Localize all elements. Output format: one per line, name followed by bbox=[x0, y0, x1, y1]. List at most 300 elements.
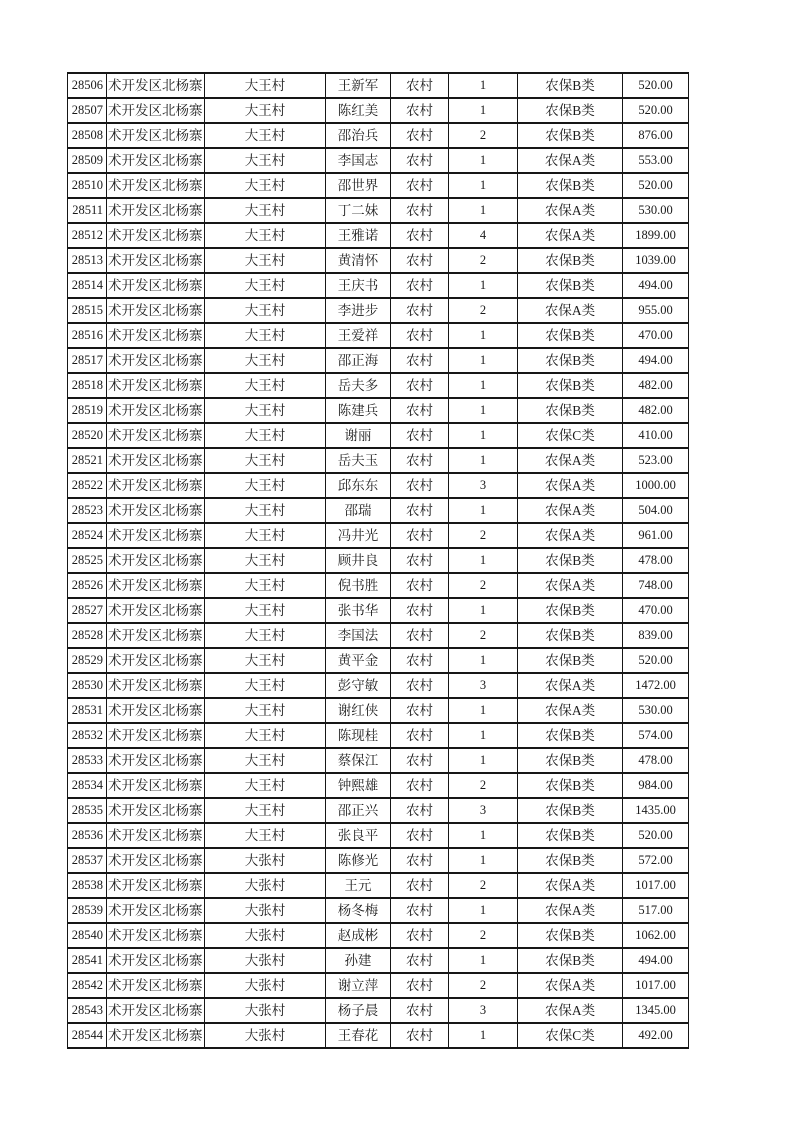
cell-insurance-category: 农保A类 bbox=[518, 498, 623, 523]
cell-person-name: 赵成彬 bbox=[326, 923, 391, 948]
table-row bbox=[68, 723, 689, 748]
cell-person-count: 2 bbox=[449, 523, 518, 548]
cell-person-name: 张良平 bbox=[326, 823, 391, 848]
cell-district: 术开发区北杨寨 bbox=[107, 98, 205, 123]
cell-amount: 523.00 bbox=[623, 448, 689, 473]
cell-person-count: 1 bbox=[449, 498, 518, 523]
cell-record-id: 28538 bbox=[68, 873, 107, 898]
cell-amount: 955.00 bbox=[623, 298, 689, 323]
cell-person-count: 2 bbox=[449, 573, 518, 598]
cell-record-id: 28526 bbox=[68, 573, 107, 598]
table-row bbox=[68, 98, 689, 123]
cell-insurance-category: 农保B类 bbox=[518, 273, 623, 298]
cell-record-id: 28535 bbox=[68, 798, 107, 823]
cell-residence-type: 农村 bbox=[391, 548, 449, 573]
cell-district: 术开发区北杨寨 bbox=[107, 173, 205, 198]
cell-record-id: 28534 bbox=[68, 773, 107, 798]
cell-residence-type: 农村 bbox=[391, 948, 449, 973]
cell-village: 大王村 bbox=[205, 798, 326, 823]
cell-record-id: 28513 bbox=[68, 248, 107, 273]
cell-residence-type: 农村 bbox=[391, 923, 449, 948]
cell-amount: 1899.00 bbox=[623, 223, 689, 248]
cell-insurance-category: 农保B类 bbox=[518, 173, 623, 198]
cell-district: 术开发区北杨寨 bbox=[107, 798, 205, 823]
cell-district: 术开发区北杨寨 bbox=[107, 73, 205, 98]
cell-insurance-category: 农保B类 bbox=[518, 323, 623, 348]
cell-record-id: 28532 bbox=[68, 723, 107, 748]
cell-district: 术开发区北杨寨 bbox=[107, 198, 205, 223]
table-row bbox=[68, 573, 689, 598]
table-row bbox=[68, 948, 689, 973]
cell-district: 术开发区北杨寨 bbox=[107, 148, 205, 173]
cell-person-count: 1 bbox=[449, 848, 518, 873]
cell-person-name: 邵瑞 bbox=[326, 498, 391, 523]
table-row bbox=[68, 423, 689, 448]
cell-person-count: 1 bbox=[449, 898, 518, 923]
cell-residence-type: 农村 bbox=[391, 173, 449, 198]
cell-village: 大王村 bbox=[205, 473, 326, 498]
cell-person-count: 1 bbox=[449, 423, 518, 448]
cell-person-count: 1 bbox=[449, 98, 518, 123]
cell-village: 大张村 bbox=[205, 923, 326, 948]
table-row bbox=[68, 473, 689, 498]
cell-person-count: 1 bbox=[449, 698, 518, 723]
cell-residence-type: 农村 bbox=[391, 998, 449, 1023]
cell-insurance-category: 农保B类 bbox=[518, 548, 623, 573]
cell-person-count: 1 bbox=[449, 348, 518, 373]
cell-insurance-category: 农保A类 bbox=[518, 198, 623, 223]
cell-record-id: 28507 bbox=[68, 98, 107, 123]
cell-district: 术开发区北杨寨 bbox=[107, 223, 205, 248]
table-row bbox=[68, 848, 689, 873]
cell-amount: 504.00 bbox=[623, 498, 689, 523]
cell-village: 大王村 bbox=[205, 623, 326, 648]
cell-village: 大王村 bbox=[205, 748, 326, 773]
cell-amount: 1039.00 bbox=[623, 248, 689, 273]
cell-person-count: 2 bbox=[449, 298, 518, 323]
cell-person-count: 1 bbox=[449, 173, 518, 198]
cell-person-count: 1 bbox=[449, 323, 518, 348]
cell-person-name: 黄清怀 bbox=[326, 248, 391, 273]
cell-residence-type: 农村 bbox=[391, 473, 449, 498]
cell-amount: 876.00 bbox=[623, 123, 689, 148]
cell-insurance-category: 农保B类 bbox=[518, 248, 623, 273]
cell-residence-type: 农村 bbox=[391, 373, 449, 398]
cell-person-name: 谢丽 bbox=[326, 423, 391, 448]
cell-insurance-category: 农保A类 bbox=[518, 698, 623, 723]
table-row bbox=[68, 973, 689, 998]
table-row bbox=[68, 323, 689, 348]
cell-district: 术开发区北杨寨 bbox=[107, 398, 205, 423]
cell-district: 术开发区北杨寨 bbox=[107, 773, 205, 798]
cell-person-count: 2 bbox=[449, 248, 518, 273]
cell-amount: 470.00 bbox=[623, 323, 689, 348]
cell-record-id: 28540 bbox=[68, 923, 107, 948]
cell-insurance-category: 农保A类 bbox=[518, 898, 623, 923]
cell-residence-type: 农村 bbox=[391, 323, 449, 348]
cell-village: 大王村 bbox=[205, 673, 326, 698]
cell-residence-type: 农村 bbox=[391, 698, 449, 723]
table-row bbox=[68, 773, 689, 798]
cell-insurance-category: 农保B类 bbox=[518, 373, 623, 398]
table-row bbox=[68, 273, 689, 298]
cell-person-name: 王元 bbox=[326, 873, 391, 898]
cell-amount: 1435.00 bbox=[623, 798, 689, 823]
cell-residence-type: 农村 bbox=[391, 748, 449, 773]
cell-person-count: 1 bbox=[449, 148, 518, 173]
cell-amount: 839.00 bbox=[623, 623, 689, 648]
table-row bbox=[68, 73, 689, 98]
cell-insurance-category: 农保A类 bbox=[518, 973, 623, 998]
cell-person-count: 3 bbox=[449, 673, 518, 698]
cell-district: 术开发区北杨寨 bbox=[107, 848, 205, 873]
cell-insurance-category: 农保B类 bbox=[518, 73, 623, 98]
cell-person-count: 1 bbox=[449, 598, 518, 623]
cell-residence-type: 农村 bbox=[391, 223, 449, 248]
cell-village: 大张村 bbox=[205, 848, 326, 873]
cell-amount: 478.00 bbox=[623, 548, 689, 573]
cell-amount: 1000.00 bbox=[623, 473, 689, 498]
cell-person-count: 2 bbox=[449, 923, 518, 948]
cell-person-count: 1 bbox=[449, 1023, 518, 1048]
cell-record-id: 28520 bbox=[68, 423, 107, 448]
records-table bbox=[67, 72, 689, 1049]
table-row bbox=[68, 448, 689, 473]
cell-record-id: 28536 bbox=[68, 823, 107, 848]
cell-record-id: 28518 bbox=[68, 373, 107, 398]
cell-residence-type: 农村 bbox=[391, 673, 449, 698]
cell-person-name: 岳夫玉 bbox=[326, 448, 391, 473]
cell-residence-type: 农村 bbox=[391, 273, 449, 298]
cell-insurance-category: 农保A类 bbox=[518, 223, 623, 248]
cell-district: 术开发区北杨寨 bbox=[107, 623, 205, 648]
cell-person-name: 张书华 bbox=[326, 598, 391, 623]
cell-village: 大王村 bbox=[205, 98, 326, 123]
cell-record-id: 28539 bbox=[68, 898, 107, 923]
cell-amount: 470.00 bbox=[623, 598, 689, 623]
table-row bbox=[68, 548, 689, 573]
cell-residence-type: 农村 bbox=[391, 573, 449, 598]
cell-amount: 574.00 bbox=[623, 723, 689, 748]
cell-amount: 482.00 bbox=[623, 398, 689, 423]
cell-insurance-category: 农保B类 bbox=[518, 598, 623, 623]
cell-amount: 492.00 bbox=[623, 1023, 689, 1048]
cell-district: 术开发区北杨寨 bbox=[107, 673, 205, 698]
cell-amount: 1017.00 bbox=[623, 973, 689, 998]
cell-village: 大王村 bbox=[205, 348, 326, 373]
cell-person-count: 3 bbox=[449, 473, 518, 498]
cell-person-count: 1 bbox=[449, 73, 518, 98]
cell-district: 术开发区北杨寨 bbox=[107, 698, 205, 723]
cell-record-id: 28542 bbox=[68, 973, 107, 998]
cell-district: 术开发区北杨寨 bbox=[107, 898, 205, 923]
cell-village: 大张村 bbox=[205, 973, 326, 998]
cell-record-id: 28509 bbox=[68, 148, 107, 173]
cell-amount: 520.00 bbox=[623, 173, 689, 198]
cell-village: 大王村 bbox=[205, 298, 326, 323]
cell-person-name: 王春花 bbox=[326, 1023, 391, 1048]
cell-person-name: 王爱祥 bbox=[326, 323, 391, 348]
cell-district: 术开发区北杨寨 bbox=[107, 823, 205, 848]
cell-village: 大王村 bbox=[205, 373, 326, 398]
cell-residence-type: 农村 bbox=[391, 848, 449, 873]
cell-district: 术开发区北杨寨 bbox=[107, 923, 205, 948]
cell-village: 大王村 bbox=[205, 698, 326, 723]
cell-person-name: 陈建兵 bbox=[326, 398, 391, 423]
cell-insurance-category: 农保B类 bbox=[518, 723, 623, 748]
cell-person-name: 岳夫多 bbox=[326, 373, 391, 398]
cell-residence-type: 农村 bbox=[391, 773, 449, 798]
cell-amount: 494.00 bbox=[623, 273, 689, 298]
cell-residence-type: 农村 bbox=[391, 648, 449, 673]
cell-amount: 494.00 bbox=[623, 948, 689, 973]
cell-record-id: 28516 bbox=[68, 323, 107, 348]
cell-amount: 748.00 bbox=[623, 573, 689, 598]
cell-village: 大王村 bbox=[205, 73, 326, 98]
cell-record-id: 28533 bbox=[68, 748, 107, 773]
cell-record-id: 28511 bbox=[68, 198, 107, 223]
table-row bbox=[68, 1023, 689, 1048]
cell-residence-type: 农村 bbox=[391, 798, 449, 823]
cell-person-count: 4 bbox=[449, 223, 518, 248]
cell-district: 术开发区北杨寨 bbox=[107, 573, 205, 598]
table-row bbox=[68, 373, 689, 398]
table-row bbox=[68, 898, 689, 923]
cell-insurance-category: 农保A类 bbox=[518, 148, 623, 173]
cell-person-count: 2 bbox=[449, 623, 518, 648]
cell-record-id: 28515 bbox=[68, 298, 107, 323]
cell-person-name: 陈现桂 bbox=[326, 723, 391, 748]
cell-record-id: 28508 bbox=[68, 123, 107, 148]
cell-person-name: 孙建 bbox=[326, 948, 391, 973]
cell-insurance-category: 农保A类 bbox=[518, 998, 623, 1023]
cell-district: 术开发区北杨寨 bbox=[107, 423, 205, 448]
cell-amount: 984.00 bbox=[623, 773, 689, 798]
cell-village: 大王村 bbox=[205, 198, 326, 223]
cell-insurance-category: 农保A类 bbox=[518, 873, 623, 898]
cell-village: 大王村 bbox=[205, 448, 326, 473]
cell-insurance-category: 农保A类 bbox=[518, 298, 623, 323]
cell-person-name: 陈修光 bbox=[326, 848, 391, 873]
cell-insurance-category: 农保B类 bbox=[518, 923, 623, 948]
cell-village: 大王村 bbox=[205, 773, 326, 798]
table-row bbox=[68, 198, 689, 223]
cell-village: 大王村 bbox=[205, 823, 326, 848]
cell-district: 术开发区北杨寨 bbox=[107, 1023, 205, 1048]
cell-amount: 572.00 bbox=[623, 848, 689, 873]
cell-record-id: 28512 bbox=[68, 223, 107, 248]
cell-person-name: 杨子晨 bbox=[326, 998, 391, 1023]
cell-residence-type: 农村 bbox=[391, 198, 449, 223]
cell-person-name: 黄平金 bbox=[326, 648, 391, 673]
table-row bbox=[68, 823, 689, 848]
cell-residence-type: 农村 bbox=[391, 423, 449, 448]
table-row bbox=[68, 998, 689, 1023]
cell-amount: 530.00 bbox=[623, 698, 689, 723]
cell-insurance-category: 农保A类 bbox=[518, 448, 623, 473]
cell-person-name: 陈红美 bbox=[326, 98, 391, 123]
cell-district: 术开发区北杨寨 bbox=[107, 323, 205, 348]
cell-person-count: 1 bbox=[449, 373, 518, 398]
table-row bbox=[68, 348, 689, 373]
table-row bbox=[68, 298, 689, 323]
cell-insurance-category: 农保B类 bbox=[518, 98, 623, 123]
cell-amount: 520.00 bbox=[623, 73, 689, 98]
cell-insurance-category: 农保C类 bbox=[518, 1023, 623, 1048]
cell-village: 大王村 bbox=[205, 648, 326, 673]
cell-record-id: 28517 bbox=[68, 348, 107, 373]
table-row bbox=[68, 398, 689, 423]
table-row bbox=[68, 173, 689, 198]
cell-person-count: 1 bbox=[449, 948, 518, 973]
cell-person-count: 1 bbox=[449, 398, 518, 423]
cell-amount: 520.00 bbox=[623, 98, 689, 123]
cell-record-id: 28541 bbox=[68, 948, 107, 973]
cell-person-name: 顾井良 bbox=[326, 548, 391, 573]
cell-insurance-category: 农保B类 bbox=[518, 348, 623, 373]
cell-insurance-category: 农保A类 bbox=[518, 573, 623, 598]
cell-residence-type: 农村 bbox=[391, 448, 449, 473]
cell-insurance-category: 农保A类 bbox=[518, 473, 623, 498]
cell-record-id: 28527 bbox=[68, 598, 107, 623]
table-row bbox=[68, 523, 689, 548]
cell-village: 大王村 bbox=[205, 323, 326, 348]
cell-record-id: 28522 bbox=[68, 473, 107, 498]
cell-person-name: 李国志 bbox=[326, 148, 391, 173]
cell-amount: 520.00 bbox=[623, 648, 689, 673]
cell-village: 大王村 bbox=[205, 248, 326, 273]
cell-district: 术开发区北杨寨 bbox=[107, 748, 205, 773]
table-row bbox=[68, 148, 689, 173]
cell-district: 术开发区北杨寨 bbox=[107, 948, 205, 973]
cell-person-count: 2 bbox=[449, 973, 518, 998]
cell-person-name: 邱东东 bbox=[326, 473, 391, 498]
cell-person-name: 王雅诺 bbox=[326, 223, 391, 248]
cell-residence-type: 农村 bbox=[391, 348, 449, 373]
cell-village: 大王村 bbox=[205, 123, 326, 148]
cell-residence-type: 农村 bbox=[391, 123, 449, 148]
cell-village: 大王村 bbox=[205, 148, 326, 173]
cell-record-id: 28523 bbox=[68, 498, 107, 523]
cell-district: 术开发区北杨寨 bbox=[107, 548, 205, 573]
cell-insurance-category: 农保B类 bbox=[518, 123, 623, 148]
cell-village: 大王村 bbox=[205, 173, 326, 198]
cell-record-id: 28530 bbox=[68, 673, 107, 698]
cell-person-name: 邵治兵 bbox=[326, 123, 391, 148]
cell-person-name: 倪书胜 bbox=[326, 573, 391, 598]
cell-person-name: 冯井光 bbox=[326, 523, 391, 548]
cell-village: 大张村 bbox=[205, 948, 326, 973]
cell-residence-type: 农村 bbox=[391, 148, 449, 173]
cell-village: 大王村 bbox=[205, 398, 326, 423]
cell-person-count: 3 bbox=[449, 798, 518, 823]
cell-village: 大王村 bbox=[205, 523, 326, 548]
cell-amount: 1062.00 bbox=[623, 923, 689, 948]
cell-insurance-category: 农保B类 bbox=[518, 948, 623, 973]
cell-district: 术开发区北杨寨 bbox=[107, 348, 205, 373]
cell-residence-type: 农村 bbox=[391, 873, 449, 898]
cell-village: 大王村 bbox=[205, 573, 326, 598]
cell-person-count: 1 bbox=[449, 448, 518, 473]
cell-record-id: 28519 bbox=[68, 398, 107, 423]
cell-insurance-category: 农保B类 bbox=[518, 398, 623, 423]
cell-person-name: 王庆书 bbox=[326, 273, 391, 298]
cell-person-name: 丁二妹 bbox=[326, 198, 391, 223]
cell-amount: 410.00 bbox=[623, 423, 689, 448]
table-row bbox=[68, 123, 689, 148]
cell-village: 大张村 bbox=[205, 873, 326, 898]
cell-person-name: 彭守敏 bbox=[326, 673, 391, 698]
cell-record-id: 28514 bbox=[68, 273, 107, 298]
cell-insurance-category: 农保A类 bbox=[518, 523, 623, 548]
cell-person-count: 1 bbox=[449, 548, 518, 573]
cell-record-id: 28525 bbox=[68, 548, 107, 573]
cell-residence-type: 农村 bbox=[391, 598, 449, 623]
cell-person-name: 谢红侠 bbox=[326, 698, 391, 723]
cell-residence-type: 农村 bbox=[391, 973, 449, 998]
cell-person-count: 2 bbox=[449, 873, 518, 898]
cell-district: 术开发区北杨寨 bbox=[107, 873, 205, 898]
cell-insurance-category: 农保B类 bbox=[518, 848, 623, 873]
cell-village: 大王村 bbox=[205, 223, 326, 248]
cell-person-name: 李国法 bbox=[326, 623, 391, 648]
cell-village: 大王村 bbox=[205, 548, 326, 573]
cell-record-id: 28521 bbox=[68, 448, 107, 473]
cell-district: 术开发区北杨寨 bbox=[107, 448, 205, 473]
cell-insurance-category: 农保B类 bbox=[518, 623, 623, 648]
cell-residence-type: 农村 bbox=[391, 498, 449, 523]
cell-village: 大王村 bbox=[205, 423, 326, 448]
cell-residence-type: 农村 bbox=[391, 398, 449, 423]
cell-amount: 478.00 bbox=[623, 748, 689, 773]
cell-person-name: 邵正海 bbox=[326, 348, 391, 373]
table-body bbox=[68, 73, 689, 1048]
cell-district: 术开发区北杨寨 bbox=[107, 598, 205, 623]
cell-insurance-category: 农保C类 bbox=[518, 423, 623, 448]
cell-record-id: 28529 bbox=[68, 648, 107, 673]
cell-residence-type: 农村 bbox=[391, 248, 449, 273]
cell-person-count: 1 bbox=[449, 198, 518, 223]
cell-district: 术开发区北杨寨 bbox=[107, 648, 205, 673]
cell-district: 术开发区北杨寨 bbox=[107, 523, 205, 548]
cell-record-id: 28506 bbox=[68, 73, 107, 98]
cell-residence-type: 农村 bbox=[391, 523, 449, 548]
table-row bbox=[68, 648, 689, 673]
cell-person-name: 蔡保江 bbox=[326, 748, 391, 773]
cell-person-name: 杨冬梅 bbox=[326, 898, 391, 923]
cell-district: 术开发区北杨寨 bbox=[107, 298, 205, 323]
cell-person-count: 1 bbox=[449, 823, 518, 848]
cell-person-count: 1 bbox=[449, 723, 518, 748]
cell-residence-type: 农村 bbox=[391, 1023, 449, 1048]
cell-amount: 961.00 bbox=[623, 523, 689, 548]
cell-record-id: 28528 bbox=[68, 623, 107, 648]
cell-village: 大王村 bbox=[205, 598, 326, 623]
cell-residence-type: 农村 bbox=[391, 98, 449, 123]
cell-person-name: 谢立萍 bbox=[326, 973, 391, 998]
table-row bbox=[68, 498, 689, 523]
cell-district: 术开发区北杨寨 bbox=[107, 373, 205, 398]
table-row bbox=[68, 873, 689, 898]
table-row bbox=[68, 698, 689, 723]
cell-village: 大张村 bbox=[205, 898, 326, 923]
cell-person-count: 1 bbox=[449, 648, 518, 673]
cell-insurance-category: 农保B类 bbox=[518, 823, 623, 848]
cell-amount: 517.00 bbox=[623, 898, 689, 923]
cell-village: 大王村 bbox=[205, 498, 326, 523]
cell-residence-type: 农村 bbox=[391, 623, 449, 648]
cell-residence-type: 农村 bbox=[391, 898, 449, 923]
